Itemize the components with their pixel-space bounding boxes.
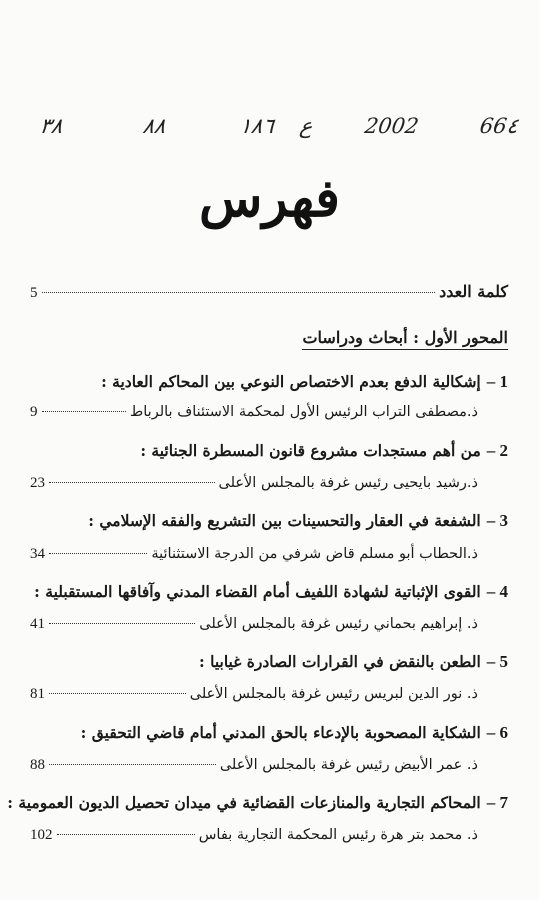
toc-entry-number: 6 – bbox=[486, 723, 508, 742]
handwritten-note: ع bbox=[298, 114, 315, 138]
handwritten-note: ٣٨ bbox=[38, 114, 65, 138]
toc-entry-title bbox=[101, 372, 508, 392]
handwritten-note: 66٤ bbox=[478, 114, 520, 138]
toc-author-row bbox=[30, 686, 478, 703]
toc-page-number: 9 bbox=[30, 404, 38, 420]
toc-entry-number: 2 – bbox=[486, 441, 508, 460]
toc-page-number: 88 bbox=[30, 757, 45, 773]
toc-author: ذ.الحطاب أبو مسلم قاض شرفي من الدرجة الاستثنائية bbox=[151, 546, 478, 562]
toc-author: ذ. محمد بتر هرة رئيس المحكمة التجارية بفاس bbox=[198, 827, 478, 843]
toc-author-row bbox=[30, 757, 478, 774]
toc-author-row bbox=[30, 475, 478, 492]
toc-entry-title-text: إشكالية الدفع بعدم الاختصاص النوعي بين المحاكم العادية : bbox=[101, 372, 481, 391]
toc-entry-title bbox=[88, 511, 508, 531]
toc-entry-number: 1 – bbox=[486, 372, 508, 391]
handwritten-note: ٨٨ bbox=[141, 114, 168, 138]
dot-leader bbox=[42, 411, 126, 412]
toc-entry-title-text: الطعن بالنقض في القرارات الصادرة غيابيا : bbox=[199, 652, 481, 671]
toc-page-number: 81 bbox=[30, 686, 45, 702]
dot-leader bbox=[49, 623, 195, 624]
toc-author-row bbox=[30, 827, 478, 844]
dot-leader bbox=[57, 834, 195, 835]
handwritten-note: 2002 bbox=[363, 114, 421, 138]
toc-author: ذ.رشيد بايحيى رئيس غرفة بالمجلس الأعلى bbox=[218, 475, 478, 491]
section-heading: المحور الأول : أبحاث ودراسات bbox=[302, 328, 508, 350]
toc-author: ذ. إبراهيم بحماني رئيس غرفة بالمجلس الأعلى bbox=[199, 616, 478, 632]
dot-leader bbox=[49, 553, 147, 554]
toc-page-number: 41 bbox=[30, 616, 45, 632]
toc-entry-number: 5 – bbox=[486, 652, 508, 671]
toc-entry-title-text: القوى الإثباتية لشهادة اللفيف أمام القضاء المدني وآفاقها المستقبلية : bbox=[34, 582, 481, 601]
dot-leader bbox=[42, 292, 436, 293]
toc-page-number: 23 bbox=[30, 475, 45, 491]
toc-entry-title bbox=[81, 723, 508, 743]
toc-author: ذ. نور الدين لبريس رئيس غرفة بالمجلس الأعلى bbox=[189, 686, 478, 702]
toc-author-row bbox=[30, 616, 478, 633]
dot-leader bbox=[49, 482, 215, 483]
toc-entry-title bbox=[140, 441, 508, 461]
toc-entry-title-text: من أهم مستجدات مشروع قانون المسطرة الجنائية : bbox=[140, 441, 481, 460]
handwritten-note: ١٨٦ bbox=[238, 114, 276, 138]
toc-intro-label: كلمة العدد bbox=[439, 282, 508, 301]
toc-author: ذ.مصطفى التراب الرئيس الأول لمحكمة الاستئناف بالرباط bbox=[129, 404, 478, 420]
toc-entry-title-text: المحاكم التجارية والمنازعات القضائية في ميدان تحصيل الديون العمومية : bbox=[7, 793, 481, 812]
toc-page-number: 34 bbox=[30, 546, 45, 562]
toc-entry-title bbox=[7, 793, 508, 813]
toc-entry-title-text: الشفعة في العقار والتحسينات بين التشريع والفقه الإسلامي : bbox=[88, 511, 481, 530]
toc-entry-title bbox=[199, 652, 508, 672]
toc-author-row bbox=[30, 546, 478, 563]
dot-leader bbox=[49, 764, 216, 765]
dot-leader bbox=[49, 693, 186, 694]
page-title: فهرس bbox=[199, 168, 340, 229]
toc-entry-number: 4 – bbox=[486, 582, 508, 601]
toc-author: ذ. عمر الأبيض رئيس غرفة بالمجلس الأعلى bbox=[219, 757, 478, 773]
toc-page-number: 5 bbox=[30, 285, 38, 301]
toc-author-row bbox=[30, 404, 478, 421]
toc-entry-number: 3 – bbox=[486, 511, 508, 530]
toc-entry-number: 7 – bbox=[486, 793, 508, 812]
toc-entry-title-text: الشكاية المصحوبة بالإدعاء بالحق المدني أمام قاضي التحقيق : bbox=[80, 723, 481, 742]
toc-intro-row bbox=[30, 282, 508, 302]
toc-entry-title bbox=[34, 582, 508, 602]
toc-page-number: 102 bbox=[30, 827, 53, 843]
